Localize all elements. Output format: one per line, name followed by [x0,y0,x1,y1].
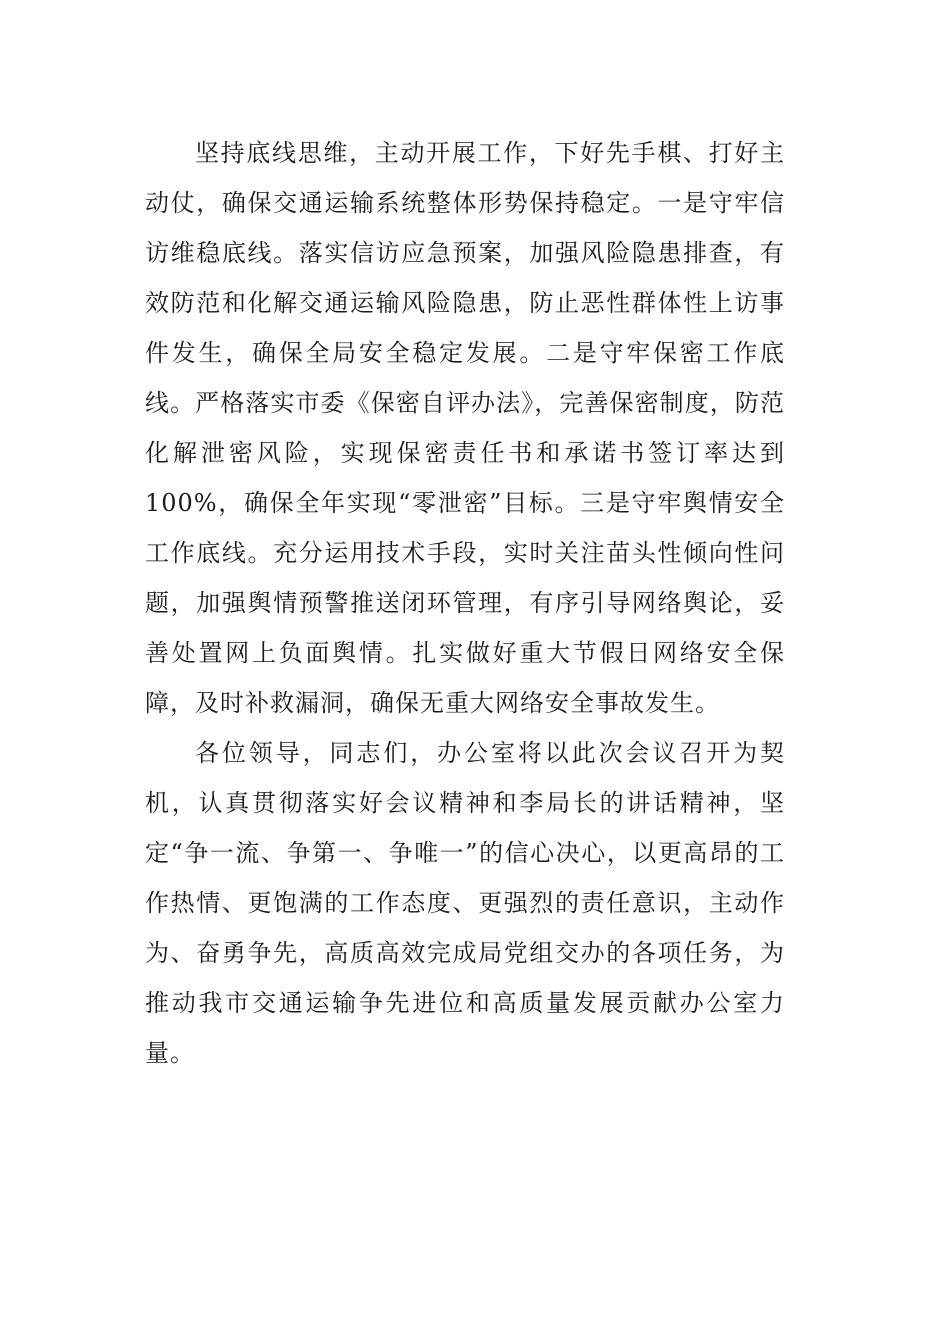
paragraph-bottom-line-thinking: 坚持底线思维，主动开展工作，下好先手棋、打好主动仗，确保交通运输系统整体形势保持稳定。一是守牢信访维稳底线。落实信访应急预案，加强风险隐患排查，有效防范和化解交通运输风险隐患，防止恶性群体性上访事件发生，确保全局安全稳定发展。二是守牢保密工作底线。严格落实市委《保密自评办法》，完善保密制度，防范化解泄密风险，实现保密责任书和承诺书签订率达到100%，确保全年实现“零泄密”目标。三是守牢舆情安全工作底线。充分运用技术手段，实时关注苗头性倾向性问题，加强舆情预警推送闭环管理，有序引导网络舆论，妥善处置网上负面舆情。扎实做好重大节假日网络安全保障，及时补救漏洞，确保无重大网络安全事故发生。 [145,139,785,717]
document-body [145,128,785,1078]
paragraph-closing-remarks: 各位领导，同志们，办公室将以此次会议召开为契机，认真贯彻落实好会议精神和李局长的讲话精神，坚定“争一流、争第一、争唯一”的信心决心，以更高昂的工作热情、更饱满的工作态度、更强烈的责任意识，主动作为、奋勇争先，高质高效完成局党组交办的各项任务，为推动我市交通运输争先进位和高质量发展贡献办公室力量。 [145,739,785,1067]
